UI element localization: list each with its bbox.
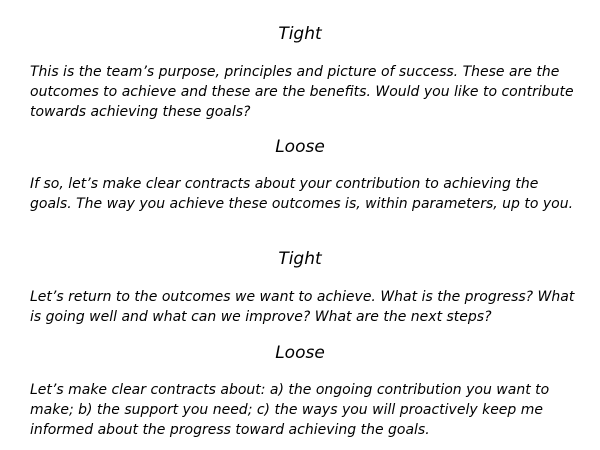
section-heading-loose-1: Loose <box>275 137 325 157</box>
section-paragraph-4: Let’s make clear contracts about: a) the ongoing contribution you want to make; b) the support you need; c) the ways you will proactively keep me informed about the progress toward achieving the goals. <box>30 382 550 438</box>
section-heading-loose-2: Loose <box>275 343 325 363</box>
section-heading-tight-1: Tight <box>278 24 322 44</box>
section-heading-tight-2: Tight <box>278 249 322 269</box>
section-paragraph-3: Let’s return to the outcomes we want to achieve. What is the progress? What is going well and what can we improve? What are the next steps? <box>30 289 575 325</box>
section-paragraph-1: This is the team’s purpose, principles and picture of success. These are the outcomes to achieve and these are the benefits. Would you like to contribute towards achieving these goals? <box>30 64 574 120</box>
section-paragraph-2: If so, let’s make clear contracts about your contribution to achieving the goals. The way you achieve these outcomes is, within parameters, up to you. <box>30 176 574 212</box>
